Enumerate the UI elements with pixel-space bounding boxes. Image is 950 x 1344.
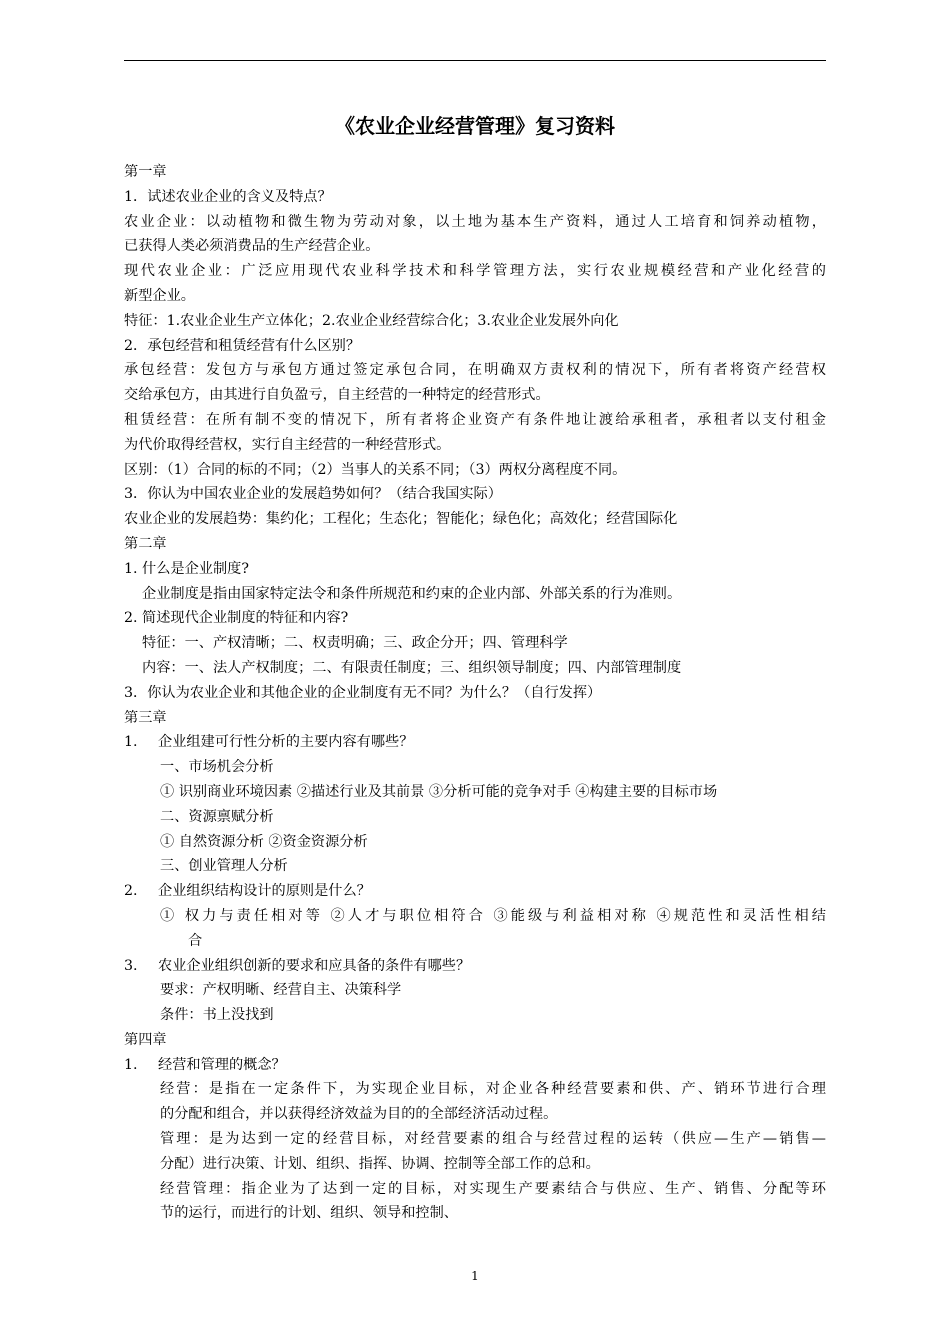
question: 1. 什么是企业制度?: [124, 560, 249, 577]
answer-line: 经营：是指在一定条件下，为实现企业目标，对企业各种经营要素和供、产、销环节进行合理: [160, 1081, 826, 1098]
answer-line: 特征：1.农业企业生产立体化；2.农业企业经营综合化；3.农业企业发展外向化: [124, 312, 619, 329]
list-number: 3.: [124, 957, 138, 974]
answer-line: ① 自然资源分析 ②资金资源分析: [160, 833, 368, 850]
answer-line: 农业企业：以动植物和微生物为劳动对象，以土地为基本生产资料，通过人工培育和饲养动植物，: [124, 213, 826, 230]
question: [124, 730, 826, 755]
answer-line: 已获得人类必须消费品的生产经营企业。: [124, 238, 380, 255]
answer-line: 内容：一、法人产权制度；二、有限责任制度；三、组织领导制度；四、内部管理制度: [142, 659, 682, 676]
answer-line: 区别：（1）合同的标的不同；（2）当事人的关系不同；（3）两权分离程度不同。: [124, 461, 627, 478]
chapter-heading: 第一章: [124, 164, 167, 180]
question-text: 企业组建可行性分析的主要内容有哪些？: [158, 734, 414, 751]
question: [124, 954, 826, 979]
question: 2．承包经营和租赁经营有什么区别？: [124, 337, 361, 354]
chapter-heading: 第四章: [124, 1031, 167, 1048]
question-text: 企业组织结构设计的原则是什么？: [158, 883, 371, 900]
answer-line: 节的运行，而进行的计划、组织、领导和控制、: [160, 1205, 458, 1222]
page-title: 《农业企业经营管理》复习资料: [335, 114, 615, 138]
answer-line: 一、市场机会分析: [160, 759, 274, 776]
answer-line: 现代农业企业：广泛应用现代农业科学技术和科学管理方法，实行农业规模经营和产业化经营的: [124, 263, 826, 280]
list-number: 1.: [124, 1056, 138, 1073]
answer-line: 企业制度是指由国家特定法令和条件所规范和约束的企业内部、外部关系的行为准则。: [142, 585, 682, 602]
answer-line: 合: [188, 932, 203, 949]
question: [124, 1053, 826, 1078]
answer-line: 为代价取得经营权，实行自主经营的一种经营形式。: [124, 436, 451, 453]
answer-line: 要求：产权明晰、经营自主、决策科学: [160, 982, 402, 999]
answer-line: 的分配和组合，并以获得经济效益为目的的全部经济活动过程。: [160, 1106, 558, 1123]
answer-line: 分配）进行决策、计划、组织、指挥、协调、控制等全部工作的总和。: [160, 1155, 600, 1172]
question: 3．你认为中国农业企业的发展趋势如何？（结合我国实际）: [124, 486, 502, 503]
answer-line: 管理：是为达到一定的经营目标，对经营要素的组合与经营过程的运转（供应—生产—销售—: [160, 1131, 826, 1148]
list-number: 1.: [124, 734, 138, 751]
chapter-heading: 第三章: [124, 709, 167, 726]
answer-line: 租赁经营：在所有制不变的情况下，所有者将企业资产有条件地让渡给承租者，承租者以支付租金: [124, 411, 826, 428]
question: 2. 简述现代企业制度的特征和内容?: [124, 610, 349, 627]
list-number: 2.: [124, 883, 138, 900]
header-rule: [124, 60, 826, 61]
answer-line: 农业企业的发展趋势：集约化；工程化；生态化；智能化；绿色化；高效化；经营国际化: [124, 511, 678, 528]
answer-line: ① 识别商业环境因素 ②描述行业及其前景 ③分析可能的竞争对手 ④构建主要的目标市场: [160, 783, 718, 800]
answer-line: ① 权力与责任相对等 ②人才与职位相符合 ③能级与利益相对称 ④规范性和灵活性相结: [160, 907, 826, 924]
chapter-heading: 第二章: [124, 535, 167, 552]
answer-line: 经营管理：指企业为了达到一定的目标，对实现生产要素结合与供应、生产、销售、分配等环: [160, 1180, 826, 1197]
answer-line: 特征：一、产权清晰；二、权责明确；三、政企分开；四、管理科学: [142, 635, 568, 652]
question: 3．你认为农业企业和其他企业的企业制度有无不同？为什么？（自行发挥）: [124, 684, 602, 701]
page-number: 1: [471, 1269, 479, 1283]
question-text: 经营和管理的概念？: [158, 1056, 286, 1073]
answer-line: 二、资源禀赋分析: [160, 808, 274, 825]
answer-line: 三、创业管理人分析: [160, 858, 288, 875]
answer-line: 条件：书上没找到: [160, 1007, 274, 1024]
question-text: 农业企业组织创新的要求和应具备的条件有哪些？: [158, 957, 471, 974]
answer-line: 交给承包方，由其进行自负盈亏，自主经营的一种特定的经营形式。: [124, 387, 550, 404]
question: 1．试述农业企业的含义及特点？: [124, 188, 332, 205]
question: [124, 879, 826, 904]
answer-line: 新型企业。: [124, 287, 195, 304]
answer-line: 承包经营：发包方与承包方通过签定承包合同，在明确双方责权利的情况下，所有者将资产经营权: [124, 362, 826, 379]
document-body: [124, 160, 826, 1226]
